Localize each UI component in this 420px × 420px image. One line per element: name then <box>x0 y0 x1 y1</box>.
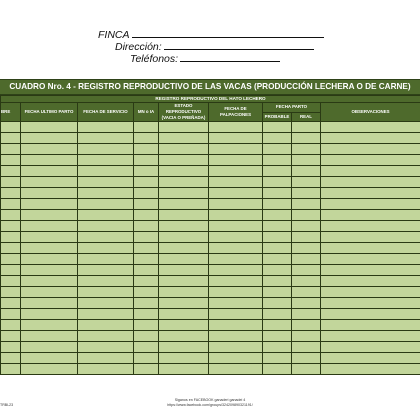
cell-mn-ia[interactable] <box>134 320 159 331</box>
telefonos-line <box>130 52 280 65</box>
finca-label: FINCA <box>98 29 130 41</box>
cell-fecha-ultimo-parto[interactable] <box>21 309 78 320</box>
cell-mn-ia[interactable] <box>134 331 159 342</box>
cell-observaciones[interactable] <box>321 320 420 331</box>
cell-estado[interactable] <box>159 177 209 188</box>
table-row <box>1 309 420 320</box>
table-row <box>1 342 420 353</box>
table-row <box>1 364 420 375</box>
cell-real[interactable] <box>292 364 321 375</box>
table-row <box>1 353 420 364</box>
cell-real[interactable] <box>292 122 321 133</box>
cell-observaciones[interactable] <box>321 331 420 342</box>
cell-nombre[interactable] <box>1 122 21 133</box>
cell-probable[interactable] <box>263 221 292 232</box>
cell-mn-ia[interactable] <box>134 177 159 188</box>
table-row <box>1 254 420 265</box>
cell-probable[interactable] <box>263 331 292 342</box>
table-row <box>1 221 420 232</box>
cell-real[interactable] <box>292 188 321 199</box>
cell-mn-ia[interactable] <box>134 221 159 232</box>
cell-mn-ia[interactable] <box>134 199 159 210</box>
cell-fecha-palpaciones[interactable] <box>209 210 263 221</box>
cell-nombre[interactable] <box>1 155 21 166</box>
cell-observaciones[interactable] <box>321 364 420 375</box>
cell-estado[interactable] <box>159 232 209 243</box>
cell-nombre[interactable] <box>1 353 21 364</box>
cell-fecha-servicio[interactable] <box>78 353 134 364</box>
cell-estado[interactable] <box>159 342 209 353</box>
cell-real[interactable] <box>292 342 321 353</box>
cell-mn-ia[interactable] <box>134 210 159 221</box>
cell-probable[interactable] <box>263 188 292 199</box>
cell-probable[interactable] <box>263 320 292 331</box>
cell-probable[interactable] <box>263 144 292 155</box>
cell-fecha-servicio[interactable] <box>78 265 134 276</box>
table-row <box>1 199 420 210</box>
cell-real[interactable] <box>292 166 321 177</box>
cell-estado[interactable] <box>159 276 209 287</box>
cell-real[interactable] <box>292 331 321 342</box>
cell-nombre[interactable] <box>1 221 21 232</box>
cell-fecha-palpaciones[interactable] <box>209 144 263 155</box>
col-fecha-parto: FECHA PARTO <box>263 103 321 113</box>
cell-fecha-ultimo-parto[interactable] <box>21 287 78 298</box>
cell-fecha-ultimo-parto[interactable] <box>21 210 78 221</box>
cell-fecha-servicio[interactable] <box>78 210 134 221</box>
cell-real[interactable] <box>292 177 321 188</box>
cell-fecha-servicio[interactable] <box>78 177 134 188</box>
direccion-field[interactable] <box>164 40 314 50</box>
cell-probable[interactable] <box>263 155 292 166</box>
cell-fecha-palpaciones[interactable] <box>209 122 263 133</box>
cell-probable[interactable] <box>263 254 292 265</box>
cell-estado[interactable] <box>159 265 209 276</box>
cell-mn-ia[interactable] <box>134 144 159 155</box>
table-row <box>1 133 420 144</box>
cell-fecha-palpaciones[interactable] <box>209 232 263 243</box>
cell-fecha-servicio[interactable] <box>78 320 134 331</box>
cell-real[interactable] <box>292 353 321 364</box>
cell-probable[interactable] <box>263 122 292 133</box>
cell-real[interactable] <box>292 243 321 254</box>
cell-real[interactable] <box>292 210 321 221</box>
cell-fecha-servicio[interactable] <box>78 221 134 232</box>
cell-fecha-palpaciones[interactable] <box>209 199 263 210</box>
cell-probable[interactable] <box>263 298 292 309</box>
cell-probable[interactable] <box>263 342 292 353</box>
cell-fecha-ultimo-parto[interactable] <box>21 364 78 375</box>
table-row <box>1 243 420 254</box>
cell-observaciones[interactable] <box>321 199 420 210</box>
cell-fecha-ultimo-parto[interactable] <box>21 276 78 287</box>
cell-fecha-ultimo-parto[interactable] <box>21 199 78 210</box>
footer-social-line1: Siganos en FACEBOOK ganaderi ganadei 4 <box>174 398 246 402</box>
cell-fecha-ultimo-parto[interactable] <box>21 155 78 166</box>
table-body <box>1 122 420 375</box>
cell-nombre[interactable] <box>1 177 21 188</box>
cell-observaciones[interactable] <box>321 155 420 166</box>
cell-real[interactable] <box>292 265 321 276</box>
footer-social-link[interactable]: https://www.facebook.com/groups/324209890321191/ <box>167 403 253 407</box>
cell-fecha-servicio[interactable] <box>78 254 134 265</box>
cell-fecha-ultimo-parto[interactable] <box>21 342 78 353</box>
cell-probable[interactable] <box>263 133 292 144</box>
cell-fecha-palpaciones[interactable] <box>209 243 263 254</box>
cell-probable[interactable] <box>263 243 292 254</box>
cell-estado[interactable] <box>159 243 209 254</box>
direccion-label: Dirección: <box>115 41 162 53</box>
cell-observaciones[interactable] <box>321 221 420 232</box>
cell-observaciones[interactable] <box>321 122 420 133</box>
cell-probable[interactable] <box>263 210 292 221</box>
cell-fecha-servicio[interactable] <box>78 243 134 254</box>
cell-fecha-palpaciones[interactable] <box>209 177 263 188</box>
cell-fecha-servicio[interactable] <box>78 122 134 133</box>
cell-nombre[interactable] <box>1 364 21 375</box>
table-subheader-row <box>1 96 420 103</box>
cell-mn-ia[interactable] <box>134 155 159 166</box>
cell-probable[interactable] <box>263 276 292 287</box>
cell-fecha-palpaciones[interactable] <box>209 364 263 375</box>
cell-fecha-ultimo-parto[interactable] <box>21 221 78 232</box>
cell-estado[interactable] <box>159 133 209 144</box>
cell-nombre[interactable] <box>1 144 21 155</box>
cell-real[interactable] <box>292 144 321 155</box>
cell-nombre[interactable] <box>1 298 21 309</box>
cell-fecha-ultimo-parto[interactable] <box>21 320 78 331</box>
cell-observaciones[interactable] <box>321 210 420 221</box>
cell-mn-ia[interactable] <box>134 298 159 309</box>
cell-fecha-palpaciones[interactable] <box>209 276 263 287</box>
col-probable: PROBABLE <box>263 112 292 122</box>
table-row <box>1 287 420 298</box>
cell-fecha-ultimo-parto[interactable] <box>21 298 78 309</box>
cell-fecha-servicio[interactable] <box>78 276 134 287</box>
table-row <box>1 155 420 166</box>
cell-probable[interactable] <box>263 177 292 188</box>
cell-estado[interactable] <box>159 188 209 199</box>
cell-real[interactable] <box>292 254 321 265</box>
cell-fecha-ultimo-parto[interactable] <box>21 166 78 177</box>
cell-real[interactable] <box>292 133 321 144</box>
cell-estado[interactable] <box>159 309 209 320</box>
cell-nombre[interactable] <box>1 287 21 298</box>
cell-mn-ia[interactable] <box>134 364 159 375</box>
cell-fecha-servicio[interactable] <box>78 331 134 342</box>
cell-nombre[interactable] <box>1 133 21 144</box>
cell-mn-ia[interactable] <box>134 122 159 133</box>
cell-observaciones[interactable] <box>321 177 420 188</box>
table-row <box>1 331 420 342</box>
cell-observaciones[interactable] <box>321 309 420 320</box>
table-row <box>1 188 420 199</box>
cell-estado[interactable] <box>159 210 209 221</box>
cell-fecha-palpaciones[interactable] <box>209 309 263 320</box>
cell-fecha-ultimo-parto[interactable] <box>21 265 78 276</box>
cell-fecha-ultimo-parto[interactable] <box>21 177 78 188</box>
cell-estado[interactable] <box>159 199 209 210</box>
col-real: REAL <box>292 112 321 122</box>
cell-fecha-servicio[interactable] <box>78 232 134 243</box>
cell-probable[interactable] <box>263 199 292 210</box>
cell-real[interactable] <box>292 276 321 287</box>
cell-estado[interactable] <box>159 254 209 265</box>
cell-fecha-servicio[interactable] <box>78 309 134 320</box>
table-row <box>1 298 420 309</box>
table-subheader: REGISTRO REPRODUCTIVO DEL HATO LECHERO <box>1 96 420 103</box>
cell-nombre[interactable] <box>1 243 21 254</box>
cell-observaciones[interactable] <box>321 276 420 287</box>
cell-fecha-palpaciones[interactable] <box>209 221 263 232</box>
cell-estado[interactable] <box>159 166 209 177</box>
cell-fecha-palpaciones[interactable] <box>209 342 263 353</box>
cell-fecha-palpaciones[interactable] <box>209 287 263 298</box>
cell-observaciones[interactable] <box>321 166 420 177</box>
cell-observaciones[interactable] <box>321 144 420 155</box>
table-row <box>1 144 420 155</box>
telefonos-field[interactable] <box>180 52 280 62</box>
cell-fecha-ultimo-parto[interactable] <box>21 232 78 243</box>
cell-observaciones[interactable] <box>321 265 420 276</box>
table-row <box>1 122 420 133</box>
cell-probable[interactable] <box>263 166 292 177</box>
col-observaciones: OBSERVACIONES <box>321 103 420 122</box>
cell-mn-ia[interactable] <box>134 353 159 364</box>
cell-fecha-servicio[interactable] <box>78 188 134 199</box>
cell-fecha-servicio[interactable] <box>78 166 134 177</box>
cell-observaciones[interactable] <box>321 342 420 353</box>
table-title: CUADRO Nro. 4 - REGISTRO REPRODUCTIVO DE LAS VACAS (PRODUCCIÓN LECHERA O DE CARNE) <box>0 79 420 95</box>
col-nombre: BRE <box>1 103 21 122</box>
cell-real[interactable] <box>292 155 321 166</box>
col-mn-ia: MN o IA <box>134 103 159 122</box>
finca-field[interactable] <box>132 28 324 38</box>
cell-fecha-servicio[interactable] <box>78 298 134 309</box>
cell-real[interactable] <box>292 309 321 320</box>
cell-fecha-palpaciones[interactable] <box>209 331 263 342</box>
cell-observaciones[interactable] <box>321 188 420 199</box>
cell-probable[interactable] <box>263 287 292 298</box>
col-fecha-servicio: FECHA DE SERVICIO <box>78 103 134 122</box>
cell-fecha-ultimo-parto[interactable] <box>21 254 78 265</box>
cell-estado[interactable] <box>159 331 209 342</box>
cell-mn-ia[interactable] <box>134 342 159 353</box>
table-row <box>1 177 420 188</box>
cell-mn-ia[interactable] <box>134 265 159 276</box>
cell-real[interactable] <box>292 221 321 232</box>
footer-social <box>150 398 270 408</box>
col-fecha-ultimo-parto: FECHA ULTIMO PARTO <box>21 103 78 122</box>
cell-estado[interactable] <box>159 155 209 166</box>
cell-probable[interactable] <box>263 364 292 375</box>
cell-fecha-servicio[interactable] <box>78 342 134 353</box>
cell-fecha-palpaciones[interactable] <box>209 133 263 144</box>
cell-nombre[interactable] <box>1 265 21 276</box>
table-row <box>1 232 420 243</box>
table-row <box>1 210 420 221</box>
table-row <box>1 166 420 177</box>
cell-fecha-palpaciones[interactable] <box>209 298 263 309</box>
cell-fecha-palpaciones[interactable] <box>209 188 263 199</box>
cell-nombre[interactable] <box>1 276 21 287</box>
telefonos-label: Teléfonos: <box>130 53 179 65</box>
cell-real[interactable] <box>292 232 321 243</box>
cell-nombre[interactable] <box>1 309 21 320</box>
cell-fecha-servicio[interactable] <box>78 133 134 144</box>
cell-nombre[interactable] <box>1 166 21 177</box>
cell-observaciones[interactable] <box>321 298 420 309</box>
cell-estado[interactable] <box>159 298 209 309</box>
cell-fecha-servicio[interactable] <box>78 199 134 210</box>
cell-mn-ia[interactable] <box>134 232 159 243</box>
cell-nombre[interactable] <box>1 199 21 210</box>
cell-fecha-ultimo-parto[interactable] <box>21 243 78 254</box>
cell-fecha-ultimo-parto[interactable] <box>21 188 78 199</box>
cell-fecha-servicio[interactable] <box>78 364 134 375</box>
cell-observaciones[interactable] <box>321 287 420 298</box>
cell-observaciones[interactable] <box>321 254 420 265</box>
cell-fecha-palpaciones[interactable] <box>209 265 263 276</box>
cell-real[interactable] <box>292 320 321 331</box>
cell-observaciones[interactable] <box>321 232 420 243</box>
cell-probable[interactable] <box>263 265 292 276</box>
table-row <box>1 276 420 287</box>
cell-mn-ia[interactable] <box>134 243 159 254</box>
cell-nombre[interactable] <box>1 210 21 221</box>
cell-fecha-ultimo-parto[interactable] <box>21 144 78 155</box>
table-row <box>1 265 420 276</box>
col-estado-reproductivo: ESTADO REPRODUCTIVO (VACIA O PREÑADA) <box>159 103 209 122</box>
cell-fecha-servicio[interactable] <box>78 155 134 166</box>
reproductive-register-table <box>0 95 420 375</box>
cell-fecha-palpaciones[interactable] <box>209 155 263 166</box>
cell-estado[interactable] <box>159 364 209 375</box>
cell-real[interactable] <box>292 298 321 309</box>
cell-fecha-palpaciones[interactable] <box>209 166 263 177</box>
cell-observaciones[interactable] <box>321 133 420 144</box>
cell-mn-ia[interactable] <box>134 309 159 320</box>
cell-fecha-palpaciones[interactable] <box>209 353 263 364</box>
cell-mn-ia[interactable] <box>134 133 159 144</box>
cell-fecha-ultimo-parto[interactable] <box>21 331 78 342</box>
cell-estado[interactable] <box>159 122 209 133</box>
cell-estado[interactable] <box>159 221 209 232</box>
cell-fecha-servicio[interactable] <box>78 144 134 155</box>
footer-code: TRBL23 <box>0 403 14 407</box>
cell-fecha-palpaciones[interactable] <box>209 254 263 265</box>
cell-nombre[interactable] <box>1 342 21 353</box>
cell-mn-ia[interactable] <box>134 276 159 287</box>
cell-fecha-servicio[interactable] <box>78 287 134 298</box>
cell-mn-ia[interactable] <box>134 287 159 298</box>
cell-fecha-ultimo-parto[interactable] <box>21 353 78 364</box>
cell-probable[interactable] <box>263 353 292 364</box>
cell-nombre[interactable] <box>1 331 21 342</box>
cell-fecha-palpaciones[interactable] <box>209 320 263 331</box>
cell-nombre[interactable] <box>1 188 21 199</box>
cell-nombre[interactable] <box>1 232 21 243</box>
cell-observaciones[interactable] <box>321 243 420 254</box>
col-fecha-palpaciones: FECHA DE PALPACIONES <box>209 103 263 122</box>
cell-estado[interactable] <box>159 144 209 155</box>
cell-mn-ia[interactable] <box>134 166 159 177</box>
cell-fecha-ultimo-parto[interactable] <box>21 122 78 133</box>
cell-estado[interactable] <box>159 287 209 298</box>
column-header-row <box>1 103 420 113</box>
cell-nombre[interactable] <box>1 320 21 331</box>
cell-mn-ia[interactable] <box>134 254 159 265</box>
table-row <box>1 320 420 331</box>
cell-probable[interactable] <box>263 232 292 243</box>
cell-real[interactable] <box>292 199 321 210</box>
cell-observaciones[interactable] <box>321 353 420 364</box>
cell-fecha-ultimo-parto[interactable] <box>21 133 78 144</box>
cell-real[interactable] <box>292 287 321 298</box>
cell-estado[interactable] <box>159 320 209 331</box>
cell-estado[interactable] <box>159 353 209 364</box>
cell-nombre[interactable] <box>1 254 21 265</box>
cell-probable[interactable] <box>263 309 292 320</box>
cell-mn-ia[interactable] <box>134 188 159 199</box>
